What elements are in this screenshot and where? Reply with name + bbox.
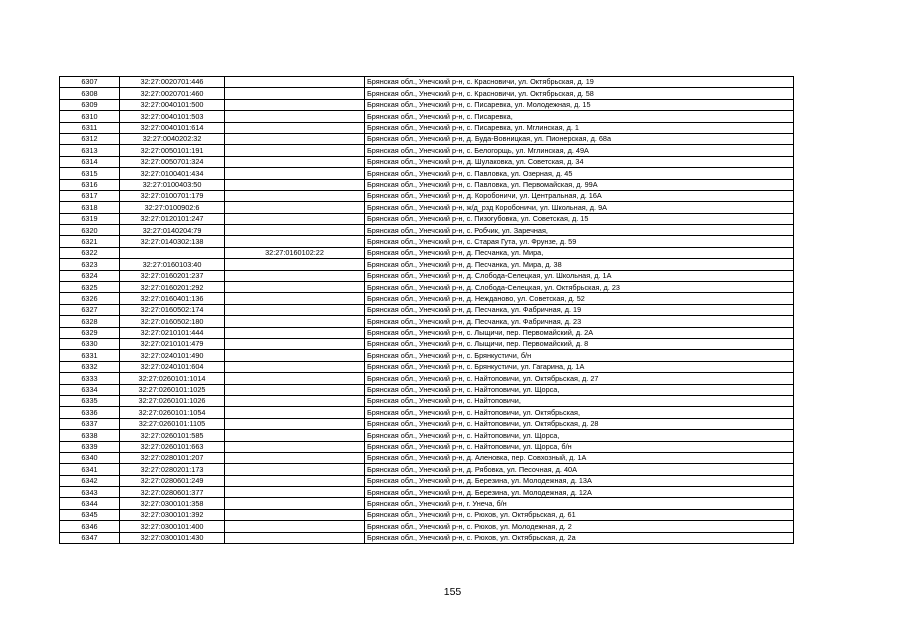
row-number-cell: 6346: [60, 521, 120, 532]
cadastral-number-cell: 32:27:0160502:174: [120, 304, 225, 315]
table-row: [60, 384, 794, 395]
table-row: [60, 327, 794, 338]
table-row: [60, 259, 794, 270]
cadastral-number-alt-cell: [225, 202, 365, 213]
cadastral-number-alt-cell: [225, 338, 365, 349]
address-cell: Брянская обл., Унечский р-н, с. Рюхов, ул. Октябрьская, д. 2а: [365, 532, 794, 543]
row-number-cell: 6319: [60, 213, 120, 224]
cadastral-number-cell: 32:27:0020701:446: [120, 77, 225, 88]
cadastral-number-alt-cell: [225, 487, 365, 498]
cadastral-number-cell: 32:27:0280101:207: [120, 452, 225, 463]
cadastral-number-alt-cell: [225, 532, 365, 543]
cadastral-number-alt-cell: [225, 145, 365, 156]
cadastral-number-alt-cell: [225, 213, 365, 224]
cadastral-number-cell: 32:27:0160201:237: [120, 270, 225, 281]
cadastral-number-alt-cell: [225, 441, 365, 452]
cadastral-number-alt-cell: [225, 270, 365, 281]
cadastral-number-cell: 32:27:0260101:1026: [120, 395, 225, 406]
cadastral-number-cell: 32:27:0280601:377: [120, 487, 225, 498]
cadastral-number-cell: 32:27:0260101:663: [120, 441, 225, 452]
cadastral-number-alt-cell: [225, 168, 365, 179]
table-row: [60, 88, 794, 99]
table-row: [60, 338, 794, 349]
cadastral-number-cell: 32:27:0240101:490: [120, 350, 225, 361]
cadastral-number-cell: 32:27:0260101:1014: [120, 373, 225, 384]
cadastral-number-cell: 32:27:0140302:138: [120, 236, 225, 247]
cadastral-number-cell: 32:27:0260101:1105: [120, 418, 225, 429]
table-row: [60, 111, 794, 122]
address-cell: Брянская обл., Унечский р-н, с. Старая Гута, ул. Фрунзе, д. 59: [365, 236, 794, 247]
address-cell: Брянская обл., Унечский р-н, с. Рюхов, ул. Молодежная, д. 2: [365, 521, 794, 532]
cadastral-number-cell: 32:27:0240101:604: [120, 361, 225, 372]
cadastral-number-cell: 32:27:0100701:179: [120, 190, 225, 201]
row-number-cell: 6312: [60, 133, 120, 144]
registry-table: [59, 76, 794, 544]
address-cell: Брянская обл., Унечский р-н, с. Писаревка,: [365, 111, 794, 122]
table-row: [60, 464, 794, 475]
table-row: [60, 190, 794, 201]
cadastral-number-cell: 32:27:0260101:585: [120, 430, 225, 441]
row-number-cell: 6339: [60, 441, 120, 452]
cadastral-number-cell: 32:27:0280601:249: [120, 475, 225, 486]
address-cell: Брянская обл., Унечский р-н, с. Павловка, ул. Первомайская, д. 99А: [365, 179, 794, 190]
cadastral-number-cell: 32:27:0100902:6: [120, 202, 225, 213]
row-number-cell: 6315: [60, 168, 120, 179]
address-cell: Брянская обл., Унечский р-н, д. Буда-Вовницкая, ул. Пионерская, д. 68а: [365, 133, 794, 144]
cadastral-number-alt-cell: [225, 77, 365, 88]
cadastral-number-alt-cell: [225, 407, 365, 418]
row-number-cell: 6308: [60, 88, 120, 99]
cadastral-number-cell: 32:27:0160201:292: [120, 282, 225, 293]
cadastral-number-alt-cell: [225, 122, 365, 133]
address-cell: Брянская обл., Унечский р-н, с. Найтоповичи, ул. Октябрьская, д. 28: [365, 418, 794, 429]
cadastral-number-alt-cell: [225, 304, 365, 315]
table-row: [60, 270, 794, 281]
table-row: [60, 441, 794, 452]
cadastral-number-alt-cell: [225, 430, 365, 441]
row-number-cell: 6316: [60, 179, 120, 190]
row-number-cell: 6343: [60, 487, 120, 498]
address-cell: Брянская обл., Унечский р-н, с. Красновичи, ул. Октябрьская, д. 19: [365, 77, 794, 88]
cadastral-number-cell: 32:27:0100401:434: [120, 168, 225, 179]
table-row: [60, 407, 794, 418]
cadastral-number-cell: 32:27:0160502:180: [120, 316, 225, 327]
table-row: [60, 373, 794, 384]
page-number: 155: [443, 586, 462, 598]
cadastral-number-alt-cell: [225, 498, 365, 509]
address-cell: Брянская обл., Унечский р-н, д. Песчанка, ул. Фабричная, д. 19: [365, 304, 794, 315]
registry-table-body: [60, 77, 794, 544]
address-cell: Брянская обл., Унечский р-н, с. Пизогубовка, ул. Советская, д. 15: [365, 213, 794, 224]
address-cell: Брянская обл., Унечский р-н, с. Красновичи, ул. Октябрьская, д. 58: [365, 88, 794, 99]
table-row: [60, 133, 794, 144]
cadastral-number-alt-cell: [225, 316, 365, 327]
cadastral-number-alt-cell: [225, 384, 365, 395]
table-row: [60, 487, 794, 498]
address-cell: Брянская обл., Унечский р-н, с. Писаревка, ул. Мглинская, д. 1: [365, 122, 794, 133]
cadastral-number-alt-cell: [225, 259, 365, 270]
row-number-cell: 6331: [60, 350, 120, 361]
address-cell: Брянская обл., Унечский р-н, с. Найтоповичи, ул. Октябрьская, д. 27: [365, 373, 794, 384]
cadastral-number-cell: 32:27:0160103:40: [120, 259, 225, 270]
table-row: [60, 498, 794, 509]
cadastral-number-cell: 32:27:0140204:79: [120, 225, 225, 236]
address-cell: Брянская обл., Унечский р-н, с. Белогорщь, ул. Мглинская, д. 49А: [365, 145, 794, 156]
address-cell: Брянская обл., Унечский р-н, с. Робчик, ул. Заречная,: [365, 225, 794, 236]
address-cell: Брянская обл., Унечский р-н, д. Рябовка, ул. Песочная, д. 40А: [365, 464, 794, 475]
row-number-cell: 6324: [60, 270, 120, 281]
row-number-cell: 6340: [60, 452, 120, 463]
cadastral-number-alt-cell: [225, 282, 365, 293]
address-cell: Брянская обл., Унечский р-н, ж/д_рзд Коробоничи, ул. Школьная, д. 9А: [365, 202, 794, 213]
table-row: [60, 77, 794, 88]
table-row: [60, 316, 794, 327]
row-number-cell: 6328: [60, 316, 120, 327]
row-number-cell: 6310: [60, 111, 120, 122]
address-cell: Брянская обл., Унечский р-н, д. Песчанка, ул. Мира,: [365, 247, 794, 258]
table-row: [60, 99, 794, 110]
address-cell: Брянская обл., Унечский р-н, с. Рюхов, ул. Октябрьская, д. 61: [365, 509, 794, 520]
cadastral-number-alt-cell: [225, 521, 365, 532]
row-number-cell: 6335: [60, 395, 120, 406]
address-cell: Брянская обл., Унечский р-н, д. Нежданово, ул. Советская, д. 52: [365, 293, 794, 304]
cadastral-number-alt-cell: [225, 225, 365, 236]
cadastral-number-alt-cell: 32:27:0160102:22: [225, 247, 365, 258]
address-cell: Брянская обл., Унечский р-н, с. Найтоповичи, ул. Щорса, б/н: [365, 441, 794, 452]
cadastral-number-alt-cell: [225, 418, 365, 429]
cadastral-number-alt-cell: [225, 236, 365, 247]
address-cell: Брянская обл., Унечский р-н, с. Лыщичи, пер. Первомайский, д. 2А: [365, 327, 794, 338]
row-number-cell: 6336: [60, 407, 120, 418]
address-cell: Брянская обл., Унечский р-н, с. Павловка, ул. Озерная, д. 45: [365, 168, 794, 179]
cadastral-number-alt-cell: [225, 88, 365, 99]
table-row: [60, 452, 794, 463]
cadastral-number-alt-cell: [225, 293, 365, 304]
address-cell: Брянская обл., Унечский р-н, д. Березина, ул. Молодежная, д. 13А: [365, 475, 794, 486]
cadastral-number-cell: 32:27:0120101:247: [120, 213, 225, 224]
cadastral-number-alt-cell: [225, 395, 365, 406]
cadastral-number-cell: 32:27:0040101:500: [120, 99, 225, 110]
address-cell: Брянская обл., Унечский р-н, с. Найтоповичи, ул. Щорса,: [365, 384, 794, 395]
cadastral-number-alt-cell: [225, 464, 365, 475]
table-row: [60, 521, 794, 532]
table-row: [60, 430, 794, 441]
row-number-cell: 6330: [60, 338, 120, 349]
address-cell: Брянская обл., Унечский р-н, с. Брянкустичи, б/н: [365, 350, 794, 361]
address-cell: Брянская обл., Унечский р-н, с. Найтоповичи,: [365, 395, 794, 406]
table-row: [60, 304, 794, 315]
cadastral-number-cell: 32:27:0040101:503: [120, 111, 225, 122]
cadastral-number-cell: 32:27:0300101:358: [120, 498, 225, 509]
cadastral-number-alt-cell: [225, 475, 365, 486]
row-number-cell: 6318: [60, 202, 120, 213]
cadastral-number-alt-cell: [225, 350, 365, 361]
address-cell: Брянская обл., Унечский р-н, д. Коробоничи, ул. Центральная, д. 16А: [365, 190, 794, 201]
row-number-cell: 6342: [60, 475, 120, 486]
cadastral-number-alt-cell: [225, 99, 365, 110]
cadastral-number-cell: 32:27:0280201:173: [120, 464, 225, 475]
row-number-cell: 6333: [60, 373, 120, 384]
cadastral-number-alt-cell: [225, 179, 365, 190]
row-number-cell: 6314: [60, 156, 120, 167]
row-number-cell: 6317: [60, 190, 120, 201]
address-cell: Брянская обл., Унечский р-н, д. Слобода-Селецкая, ул. Школьная, д. 1А: [365, 270, 794, 281]
table-row: [60, 395, 794, 406]
address-cell: Брянская обл., Унечский р-н, д. Слобода-Селецкая, ул. Октябрьская, д. 23: [365, 282, 794, 293]
address-cell: Брянская обл., Унечский р-н, д. Шулаковка, ул. Советская, д. 34: [365, 156, 794, 167]
cadastral-number-cell: 32:27:0300101:430: [120, 532, 225, 543]
address-cell: Брянская обл., Унечский р-н, с. Найтоповичи, ул. Щорса,: [365, 430, 794, 441]
table-row: [60, 532, 794, 543]
cadastral-number-alt-cell: [225, 327, 365, 338]
row-number-cell: 6326: [60, 293, 120, 304]
row-number-cell: 6347: [60, 532, 120, 543]
table-row: [60, 225, 794, 236]
table-row: [60, 361, 794, 372]
cadastral-number-alt-cell: [225, 509, 365, 520]
row-number-cell: 6323: [60, 259, 120, 270]
cadastral-number-alt-cell: [225, 452, 365, 463]
cadastral-number-alt-cell: [225, 133, 365, 144]
table-row: [60, 168, 794, 179]
row-number-cell: 6325: [60, 282, 120, 293]
cadastral-number-cell: 32:27:0050701:324: [120, 156, 225, 167]
cadastral-number-alt-cell: [225, 373, 365, 384]
row-number-cell: 6329: [60, 327, 120, 338]
cadastral-number-cell: 32:27:0160401:136: [120, 293, 225, 304]
cadastral-number-cell: [120, 247, 225, 258]
row-number-cell: 6321: [60, 236, 120, 247]
address-cell: Брянская обл., Унечский р-н, г. Унеча, б/н: [365, 498, 794, 509]
row-number-cell: 6307: [60, 77, 120, 88]
cadastral-number-cell: 32:27:0210101:479: [120, 338, 225, 349]
table-row: [60, 509, 794, 520]
cadastral-number-cell: 32:27:0300101:400: [120, 521, 225, 532]
row-number-cell: 6341: [60, 464, 120, 475]
cadastral-number-cell: 32:27:0300101:392: [120, 509, 225, 520]
cadastral-number-cell: 32:27:0020701:460: [120, 88, 225, 99]
row-number-cell: 6320: [60, 225, 120, 236]
row-number-cell: 6344: [60, 498, 120, 509]
cadastral-number-cell: 32:27:0260101:1054: [120, 407, 225, 418]
cadastral-number-alt-cell: [225, 361, 365, 372]
table-row: [60, 350, 794, 361]
row-number-cell: 6332: [60, 361, 120, 372]
row-number-cell: 6337: [60, 418, 120, 429]
address-cell: Брянская обл., Унечский р-н, д. Песчанка, ул. Фабричная, д. 23: [365, 316, 794, 327]
address-cell: Брянская обл., Унечский р-н, д. Березина, ул. Молодежная, д. 12А: [365, 487, 794, 498]
row-number-cell: 6334: [60, 384, 120, 395]
cadastral-number-alt-cell: [225, 190, 365, 201]
cadastral-number-cell: 32:27:0040101:614: [120, 122, 225, 133]
table-row: [60, 122, 794, 133]
cadastral-number-cell: 32:27:0210101:444: [120, 327, 225, 338]
row-number-cell: 6313: [60, 145, 120, 156]
table-row: [60, 145, 794, 156]
table-row: [60, 282, 794, 293]
address-cell: Брянская обл., Унечский р-н, с. Писаревка, ул. Молодежная, д. 15: [365, 99, 794, 110]
address-cell: Брянская обл., Унечский р-н, с. Лыщичи, пер. Первомайский, д. 8: [365, 338, 794, 349]
table-row: [60, 202, 794, 213]
row-number-cell: 6311: [60, 122, 120, 133]
table-row: [60, 179, 794, 190]
table-row: [60, 475, 794, 486]
row-number-cell: 6309: [60, 99, 120, 110]
cadastral-number-alt-cell: [225, 156, 365, 167]
table-row: [60, 293, 794, 304]
row-number-cell: 6327: [60, 304, 120, 315]
table-row: [60, 213, 794, 224]
cadastral-number-cell: 32:27:0050101:191: [120, 145, 225, 156]
address-cell: Брянская обл., Унечский р-н, д. Аленовка, пер. Совхозный, д. 1А: [365, 452, 794, 463]
row-number-cell: 6345: [60, 509, 120, 520]
table-row: [60, 236, 794, 247]
row-number-cell: 6338: [60, 430, 120, 441]
address-cell: Брянская обл., Унечский р-н, с. Найтоповичи, ул. Октябрьская,: [365, 407, 794, 418]
row-number-cell: 6322: [60, 247, 120, 258]
table-row: [60, 247, 794, 258]
address-cell: Брянская обл., Унечский р-н, с. Брянкустичи, ул. Гагарина, д. 1А: [365, 361, 794, 372]
address-cell: Брянская обл., Унечский р-н, д. Песчанка, ул. Мира, д. 38: [365, 259, 794, 270]
cadastral-number-cell: 32:27:0040202:32: [120, 133, 225, 144]
cadastral-number-cell: 32:27:0100403:50: [120, 179, 225, 190]
table-row: [60, 156, 794, 167]
table-row: [60, 418, 794, 429]
cadastral-number-alt-cell: [225, 111, 365, 122]
cadastral-number-cell: 32:27:0260101:1025: [120, 384, 225, 395]
